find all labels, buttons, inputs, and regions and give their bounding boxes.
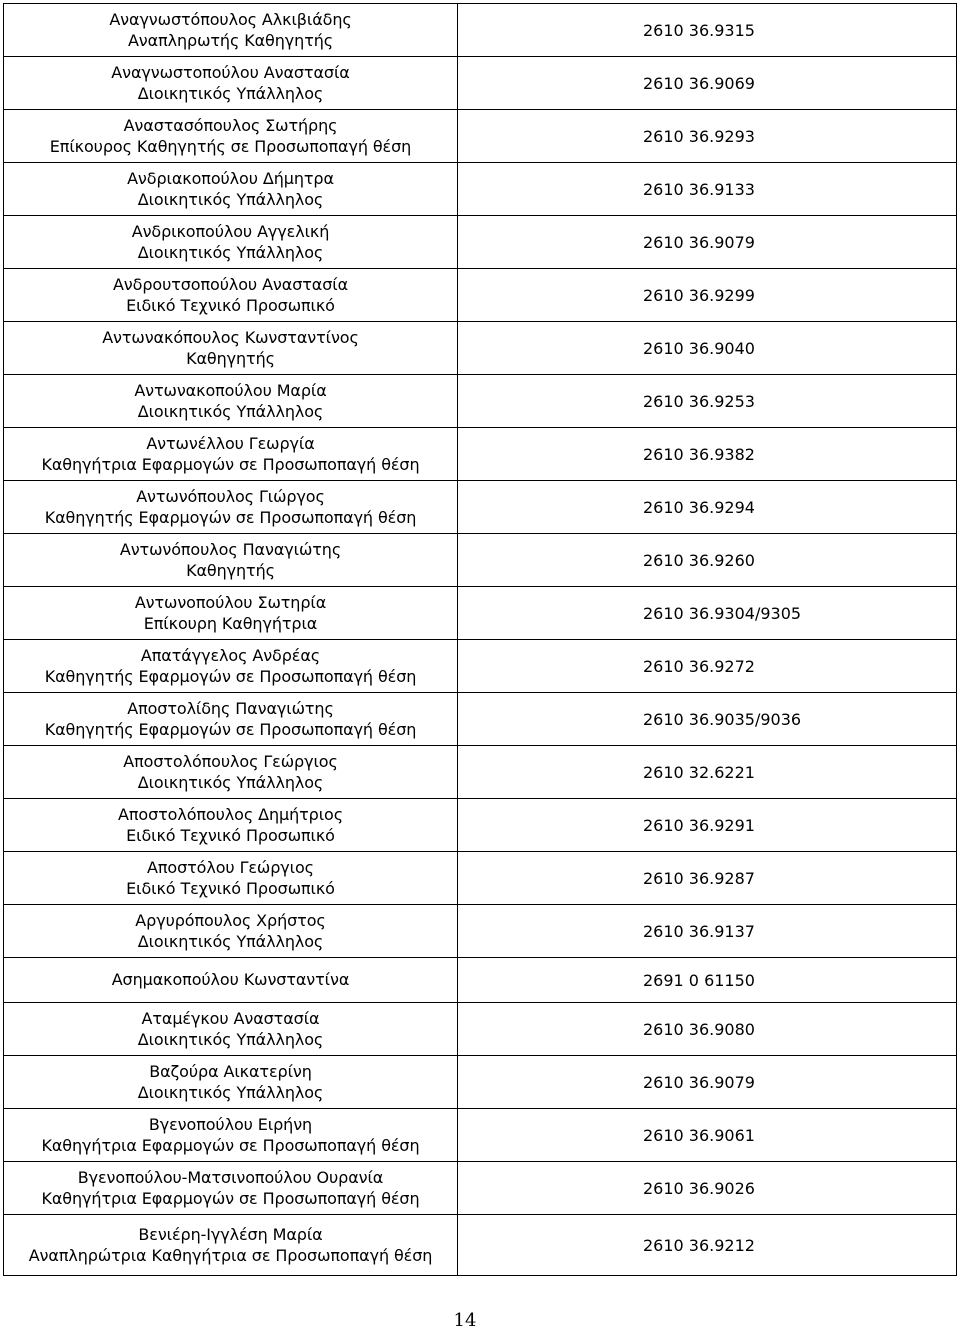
phone-number: 2610 36.9272 bbox=[458, 640, 957, 693]
staff-role: Επίκουρη Καθηγήτρια bbox=[143, 614, 318, 633]
phone-number: 2610 36.9079 bbox=[458, 1056, 957, 1109]
table-row bbox=[4, 746, 957, 799]
staff-role: Καθηγήτρια Εφαρμογών σε Προσωποπαγή θέση bbox=[41, 1189, 420, 1208]
name-role-cell bbox=[4, 958, 458, 1003]
phone-number: 2610 36.9291 bbox=[458, 799, 957, 852]
staff-name: Αργυρόπουλος Χρήστος bbox=[135, 910, 326, 930]
phone-number: 2610 36.9294 bbox=[458, 481, 957, 534]
name-role-cell bbox=[4, 799, 458, 852]
phone-number: 2610 36.9382 bbox=[458, 428, 957, 481]
staff-role: Καθηγήτρια Εφαρμογών σε Προσωποπαγή θέση bbox=[41, 1136, 420, 1155]
staff-name: Αντωνακόπουλος Κωνσταντίνος bbox=[102, 327, 359, 347]
staff-name: Αναγνωστοπούλου Αναστασία bbox=[111, 62, 350, 82]
staff-role: Διοικητικός Υπάλληλος bbox=[137, 243, 324, 262]
table-row bbox=[4, 110, 957, 163]
name-role-cell bbox=[4, 1056, 458, 1109]
name-role-cell bbox=[4, 640, 458, 693]
staff-name: Βγενοπούλου Ειρήνη bbox=[148, 1114, 313, 1134]
staff-name: Αντωνόπουλος Γιώργος bbox=[136, 486, 325, 506]
phone-number: 2610 36.9253 bbox=[458, 375, 957, 428]
table-row bbox=[4, 534, 957, 587]
staff-name: Βαζούρα Αικατερίνη bbox=[149, 1061, 312, 1081]
name-role-cell bbox=[4, 57, 458, 110]
name-role-cell bbox=[4, 852, 458, 905]
staff-role: Καθηγητής bbox=[186, 349, 275, 368]
staff-name: Βενιέρη-Ιγγλέση Μαρία bbox=[138, 1224, 323, 1244]
table-row bbox=[4, 1215, 957, 1276]
table-row bbox=[4, 1056, 957, 1109]
staff-name: Ανδρικοπούλου Αγγελική bbox=[131, 221, 330, 241]
phone-number: 2610 36.9026 bbox=[458, 1162, 957, 1215]
phone-number: 2610 36.9035/9036 bbox=[458, 693, 957, 746]
name-role-cell bbox=[4, 534, 458, 587]
table-row bbox=[4, 375, 957, 428]
staff-name: Αποστολόπουλος Δημήτριος bbox=[118, 804, 343, 824]
staff-role: Αναπληρωτής Καθηγητής bbox=[127, 31, 334, 50]
name-role-cell bbox=[4, 1003, 458, 1056]
table-row bbox=[4, 799, 957, 852]
table-row bbox=[4, 481, 957, 534]
phone-number: 2610 36.9080 bbox=[458, 1003, 957, 1056]
table-row bbox=[4, 428, 957, 481]
name-role-cell bbox=[4, 905, 458, 958]
table-row bbox=[4, 322, 957, 375]
staff-role: Ειδικό Τεχνικό Προσωπικό bbox=[126, 296, 335, 315]
table-row bbox=[4, 640, 957, 693]
staff-role: Διοικητικός Υπάλληλος bbox=[137, 932, 324, 951]
phone-number: 2610 36.9040 bbox=[458, 322, 957, 375]
table-row bbox=[4, 1109, 957, 1162]
phone-number: 2610 36.9287 bbox=[458, 852, 957, 905]
table-row bbox=[4, 587, 957, 640]
staff-name: Αποστόλου Γεώργιος bbox=[147, 857, 314, 877]
staff-name: Απατάγγελος Ανδρέας bbox=[140, 645, 321, 665]
phone-number: 2610 32.6221 bbox=[458, 746, 957, 799]
staff-name: Αποστολόπουλος Γεώργιος bbox=[123, 751, 338, 771]
name-role-cell bbox=[4, 110, 458, 163]
name-role-cell bbox=[4, 746, 458, 799]
staff-role: Διοικητικός Υπάλληλος bbox=[137, 773, 324, 792]
name-role-cell bbox=[4, 693, 458, 746]
staff-role: Αναπληρώτρια Καθηγήτρια σε Προσωποπαγή θέση bbox=[28, 1246, 433, 1265]
staff-role: Ειδικό Τεχνικό Προσωπικό bbox=[126, 826, 335, 845]
staff-name: Αποστολίδης Παναγιώτης bbox=[127, 698, 334, 718]
phone-number: 2610 36.9260 bbox=[458, 534, 957, 587]
staff-name: Αναστασόπουλος Σωτήρης bbox=[123, 115, 338, 135]
name-role-cell bbox=[4, 428, 458, 481]
staff-role: Καθηγητής Εφαρμογών σε Προσωποπαγή θέση bbox=[44, 720, 417, 739]
staff-role: Διοικητικός Υπάλληλος bbox=[137, 84, 324, 103]
staff-role: Καθηγήτρια Εφαρμογών σε Προσωποπαγή θέση bbox=[41, 455, 420, 474]
staff-name: Αντωνέλλου Γεωργία bbox=[146, 433, 315, 453]
table-row bbox=[4, 958, 957, 1003]
phone-number: 2610 36.9069 bbox=[458, 57, 957, 110]
staff-name: Ανδριακοπούλου Δήμητρα bbox=[127, 168, 334, 188]
phone-number: 2610 36.9304/9305 bbox=[458, 587, 957, 640]
name-role-cell bbox=[4, 375, 458, 428]
staff-role: Καθηγητής Εφαρμογών σε Προσωποπαγή θέση bbox=[44, 667, 417, 686]
phone-number: 2610 36.9293 bbox=[458, 110, 957, 163]
phone-number: 2610 36.9133 bbox=[458, 163, 957, 216]
staff-role: Ειδικό Τεχνικό Προσωπικό bbox=[126, 879, 335, 898]
phone-number: 2610 36.9061 bbox=[458, 1109, 957, 1162]
table-row bbox=[4, 693, 957, 746]
table-row bbox=[4, 216, 957, 269]
page-number: 14 bbox=[453, 1310, 477, 1331]
name-role-cell bbox=[4, 587, 458, 640]
table-row bbox=[4, 57, 957, 110]
staff-name: Ανδρουτσοπούλου Αναστασία bbox=[112, 274, 349, 294]
staff-name: Βγενοπούλου-Ματσινοπούλου Ουρανία bbox=[77, 1167, 384, 1187]
staff-role: Καθηγητής Εφαρμογών σε Προσωποπαγή θέση bbox=[44, 508, 417, 527]
name-role-cell bbox=[4, 322, 458, 375]
staff-name: Αναγνωστόπουλος Αλκιβιάδης bbox=[109, 9, 352, 29]
table-row bbox=[4, 852, 957, 905]
staff-directory-table bbox=[3, 3, 957, 1276]
phone-number: 2610 36.9212 bbox=[458, 1215, 957, 1276]
staff-name: Αντωνόπουλος Παναγιώτης bbox=[119, 539, 342, 559]
staff-role: Διοικητικός Υπάλληλος bbox=[137, 1083, 324, 1102]
staff-name: Αταμέγκου Αναστασία bbox=[141, 1008, 320, 1028]
phone-number: 2610 36.9315 bbox=[458, 4, 957, 57]
name-role-cell bbox=[4, 481, 458, 534]
phone-number: 2610 36.9299 bbox=[458, 269, 957, 322]
staff-role: Διοικητικός Υπάλληλος bbox=[137, 190, 324, 209]
name-role-cell bbox=[4, 163, 458, 216]
name-role-cell bbox=[4, 4, 458, 57]
name-role-cell bbox=[4, 1109, 458, 1162]
staff-name: Αντωνακοπούλου Μαρία bbox=[134, 380, 327, 400]
table-row bbox=[4, 269, 957, 322]
name-role-cell bbox=[4, 1215, 458, 1276]
name-role-cell bbox=[4, 216, 458, 269]
staff-role: Διοικητικός Υπάλληλος bbox=[137, 402, 324, 421]
table-row bbox=[4, 4, 957, 57]
table-row bbox=[4, 1003, 957, 1056]
staff-role: Επίκουρος Καθηγητής σε Προσωποπαγή θέση bbox=[49, 137, 412, 156]
name-role-cell bbox=[4, 269, 458, 322]
staff-role: Καθηγητής bbox=[186, 561, 275, 580]
table-row bbox=[4, 1162, 957, 1215]
table-row bbox=[4, 163, 957, 216]
phone-number: 2610 36.9079 bbox=[458, 216, 957, 269]
staff-role: Διοικητικός Υπάλληλος bbox=[137, 1030, 324, 1049]
table-row bbox=[4, 905, 957, 958]
phone-number: 2610 36.9137 bbox=[458, 905, 957, 958]
staff-name: Αντωνοπούλου Σωτηρία bbox=[134, 592, 327, 612]
name-role-cell bbox=[4, 1162, 458, 1215]
staff-name: Ασημακοπούλου Κωνσταντίνα bbox=[111, 970, 350, 990]
phone-number: 2691 0 61150 bbox=[458, 958, 957, 1003]
directory-body bbox=[4, 4, 957, 1276]
